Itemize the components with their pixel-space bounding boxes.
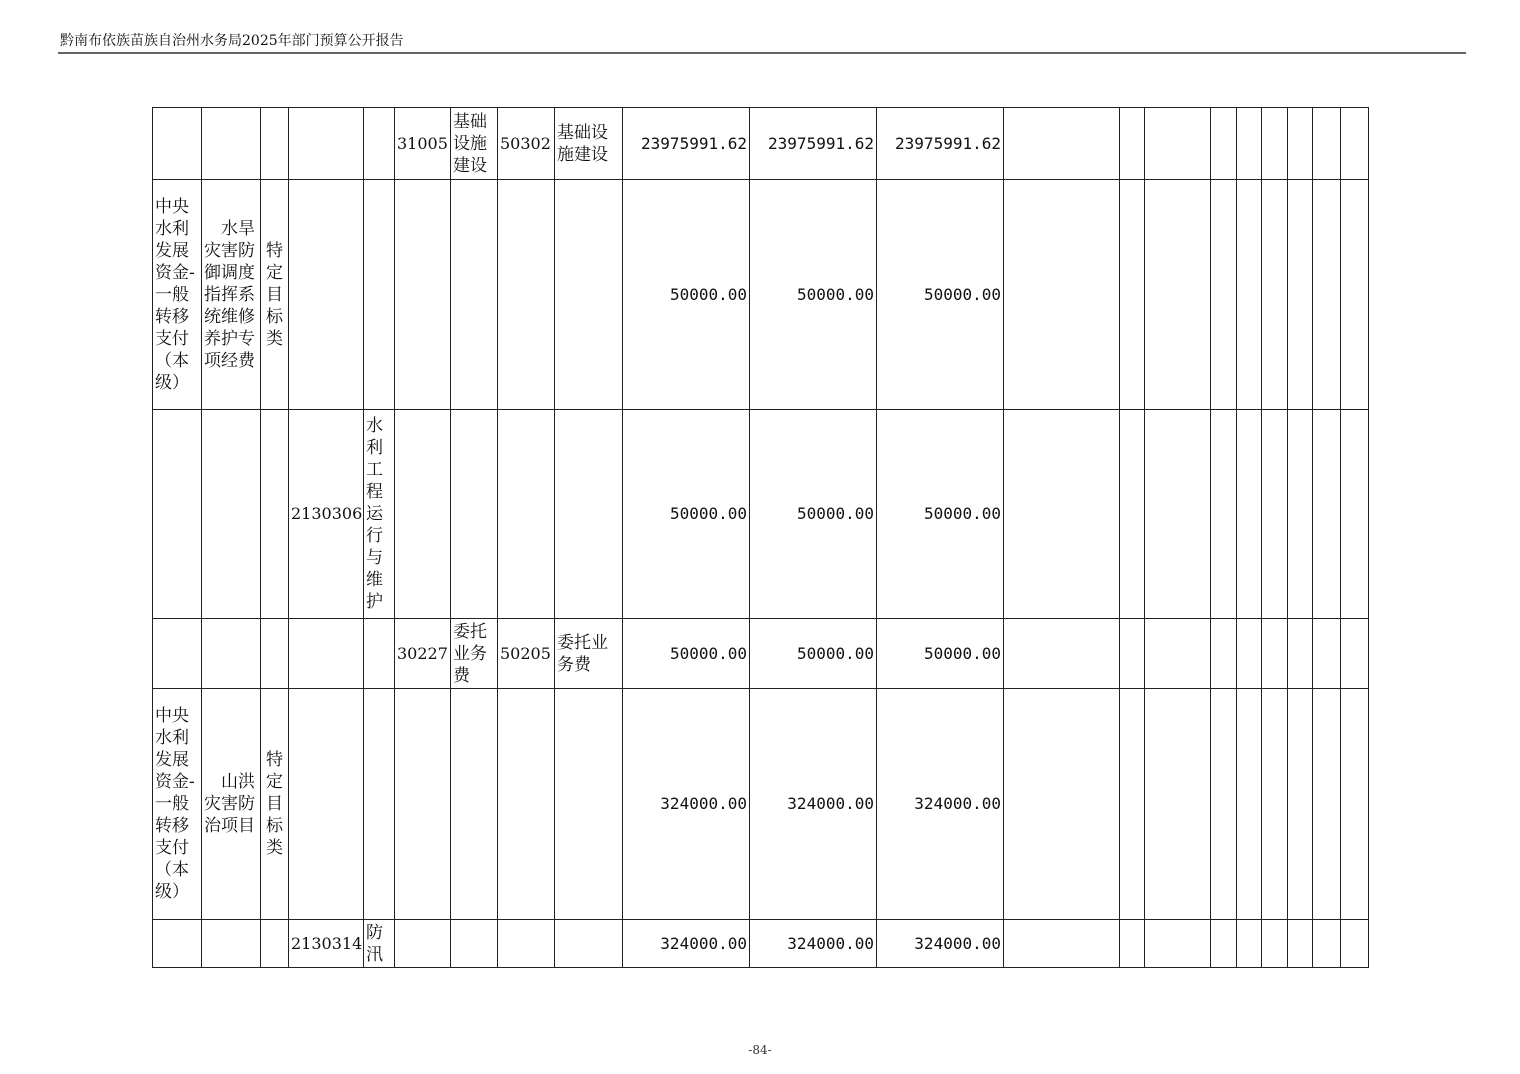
- project-name-cell: 山洪灾害防治项目: [202, 689, 261, 920]
- table-row: [153, 180, 1369, 410]
- func-name-cell: [364, 180, 395, 410]
- project-cell: [153, 410, 202, 619]
- empty-cell: [1341, 920, 1369, 968]
- empty-cell: [1004, 108, 1120, 180]
- amount-2-cell: 324000.00: [750, 920, 877, 968]
- empty-cell: [1237, 689, 1262, 920]
- project-cell: [153, 108, 202, 180]
- empty-cell: [1288, 108, 1313, 180]
- econ-name-cell: [451, 410, 498, 619]
- category-cell: [261, 108, 289, 180]
- category-cell: 特定目标类: [261, 689, 289, 920]
- empty-cell: [1004, 920, 1120, 968]
- header-divider: [58, 52, 1466, 54]
- empty-cell: [1313, 920, 1341, 968]
- empty-cell: [1313, 410, 1341, 619]
- empty-cell: [1211, 108, 1237, 180]
- empty-cell: [1262, 108, 1288, 180]
- dept-code-cell: 50302: [498, 108, 555, 180]
- func-code-cell: 2130314: [289, 920, 364, 968]
- econ-code-cell: 31005: [395, 108, 451, 180]
- empty-cell: [1341, 180, 1369, 410]
- empty-cell: [1341, 689, 1369, 920]
- project-cell: [153, 920, 202, 968]
- amount-3-cell: 324000.00: [877, 920, 1004, 968]
- econ-code-cell: 30227: [395, 619, 451, 689]
- empty-cell: [1120, 410, 1145, 619]
- dept-name-cell: [555, 920, 623, 968]
- empty-cell: [1288, 920, 1313, 968]
- empty-cell: [1237, 920, 1262, 968]
- empty-cell: [1341, 619, 1369, 689]
- empty-cell: [1237, 619, 1262, 689]
- func-name-cell: 水利工程运行与维护: [364, 410, 395, 619]
- dept-code-cell: [498, 410, 555, 619]
- econ-name-cell: [451, 920, 498, 968]
- empty-cell: [1120, 619, 1145, 689]
- empty-cell: [1211, 619, 1237, 689]
- table-row: [153, 619, 1369, 689]
- amount-2-cell: 324000.00: [750, 689, 877, 920]
- econ-name-cell: 委托业务费: [451, 619, 498, 689]
- table-row: [153, 689, 1369, 920]
- category-cell: [261, 920, 289, 968]
- project-cell: 中央水利发展资金-一般转移支付（本级）: [153, 689, 202, 920]
- empty-cell: [1288, 410, 1313, 619]
- project-name-cell: 水旱灾害防御调度指挥系统维修养护专项经费: [202, 180, 261, 410]
- empty-cell: [1145, 689, 1211, 920]
- empty-cell: [1313, 689, 1341, 920]
- amount-total-cell: 324000.00: [623, 920, 750, 968]
- empty-cell: [1120, 689, 1145, 920]
- func-name-cell: [364, 689, 395, 920]
- amount-total-cell: 23975991.62: [623, 108, 750, 180]
- amount-3-cell: 50000.00: [877, 180, 1004, 410]
- empty-cell: [1237, 180, 1262, 410]
- page-number: -84-: [748, 1043, 772, 1057]
- amount-2-cell: 50000.00: [750, 619, 877, 689]
- empty-cell: [1145, 108, 1211, 180]
- empty-cell: [1120, 180, 1145, 410]
- empty-cell: [1262, 689, 1288, 920]
- dept-code-cell: [498, 180, 555, 410]
- dept-name-cell: [555, 180, 623, 410]
- empty-cell: [1262, 920, 1288, 968]
- amount-total-cell: 50000.00: [623, 180, 750, 410]
- empty-cell: [1262, 619, 1288, 689]
- empty-cell: [1237, 410, 1262, 619]
- econ-name-cell: [451, 180, 498, 410]
- empty-cell: [1120, 108, 1145, 180]
- func-code-cell: 2130306: [289, 410, 364, 619]
- econ-code-cell: [395, 920, 451, 968]
- empty-cell: [1313, 619, 1341, 689]
- amount-2-cell: 50000.00: [750, 410, 877, 619]
- func-code-cell: [289, 108, 364, 180]
- empty-cell: [1262, 410, 1288, 619]
- dept-name-cell: 基础设施建设: [555, 108, 623, 180]
- dept-code-cell: 50205: [498, 619, 555, 689]
- empty-cell: [1145, 619, 1211, 689]
- amount-2-cell: 50000.00: [750, 180, 877, 410]
- func-name-cell: [364, 108, 395, 180]
- empty-cell: [1211, 689, 1237, 920]
- func-name-cell: [364, 619, 395, 689]
- category-cell: 特定目标类: [261, 180, 289, 410]
- table-row: [153, 108, 1369, 180]
- econ-code-cell: [395, 689, 451, 920]
- category-cell: [261, 619, 289, 689]
- project-cell: [153, 619, 202, 689]
- empty-cell: [1262, 180, 1288, 410]
- empty-cell: [1004, 180, 1120, 410]
- econ-code-cell: [395, 180, 451, 410]
- budget-table: [152, 107, 1369, 968]
- amount-2-cell: 23975991.62: [750, 108, 877, 180]
- empty-cell: [1288, 619, 1313, 689]
- empty-cell: [1145, 920, 1211, 968]
- table-row: [153, 920, 1369, 968]
- amount-total-cell: 50000.00: [623, 619, 750, 689]
- dept-name-cell: [555, 410, 623, 619]
- empty-cell: [1341, 108, 1369, 180]
- empty-cell: [1211, 920, 1237, 968]
- table-row: [153, 410, 1369, 619]
- category-cell: [261, 410, 289, 619]
- func-code-cell: [289, 689, 364, 920]
- project-name-cell: [202, 410, 261, 619]
- empty-cell: [1211, 180, 1237, 410]
- func-name-cell: 防汛: [364, 920, 395, 968]
- amount-total-cell: 50000.00: [623, 410, 750, 619]
- dept-code-cell: [498, 920, 555, 968]
- amount-3-cell: 23975991.62: [877, 108, 1004, 180]
- project-name-cell: [202, 108, 261, 180]
- document-header-title: 黔南布依族苗族自治州水务局2025年部门预算公开报告: [60, 33, 404, 49]
- empty-cell: [1288, 180, 1313, 410]
- empty-cell: [1341, 410, 1369, 619]
- econ-name-cell: [451, 689, 498, 920]
- dept-name-cell: 委托业务费: [555, 619, 623, 689]
- empty-cell: [1145, 410, 1211, 619]
- econ-name-cell: 基础设施建设: [451, 108, 498, 180]
- func-code-cell: [289, 180, 364, 410]
- dept-name-cell: [555, 689, 623, 920]
- project-cell: 中央水利发展资金-一般转移支付（本级）: [153, 180, 202, 410]
- amount-total-cell: 324000.00: [623, 689, 750, 920]
- empty-cell: [1313, 180, 1341, 410]
- empty-cell: [1120, 920, 1145, 968]
- amount-3-cell: 50000.00: [877, 619, 1004, 689]
- func-code-cell: [289, 619, 364, 689]
- empty-cell: [1145, 180, 1211, 410]
- amount-3-cell: 50000.00: [877, 410, 1004, 619]
- empty-cell: [1004, 689, 1120, 920]
- empty-cell: [1313, 108, 1341, 180]
- empty-cell: [1237, 108, 1262, 180]
- empty-cell: [1211, 410, 1237, 619]
- empty-cell: [1004, 619, 1120, 689]
- amount-3-cell: 324000.00: [877, 689, 1004, 920]
- project-name-cell: [202, 619, 261, 689]
- empty-cell: [1004, 410, 1120, 619]
- project-name-cell: [202, 920, 261, 968]
- econ-code-cell: [395, 410, 451, 619]
- dept-code-cell: [498, 689, 555, 920]
- empty-cell: [1288, 689, 1313, 920]
